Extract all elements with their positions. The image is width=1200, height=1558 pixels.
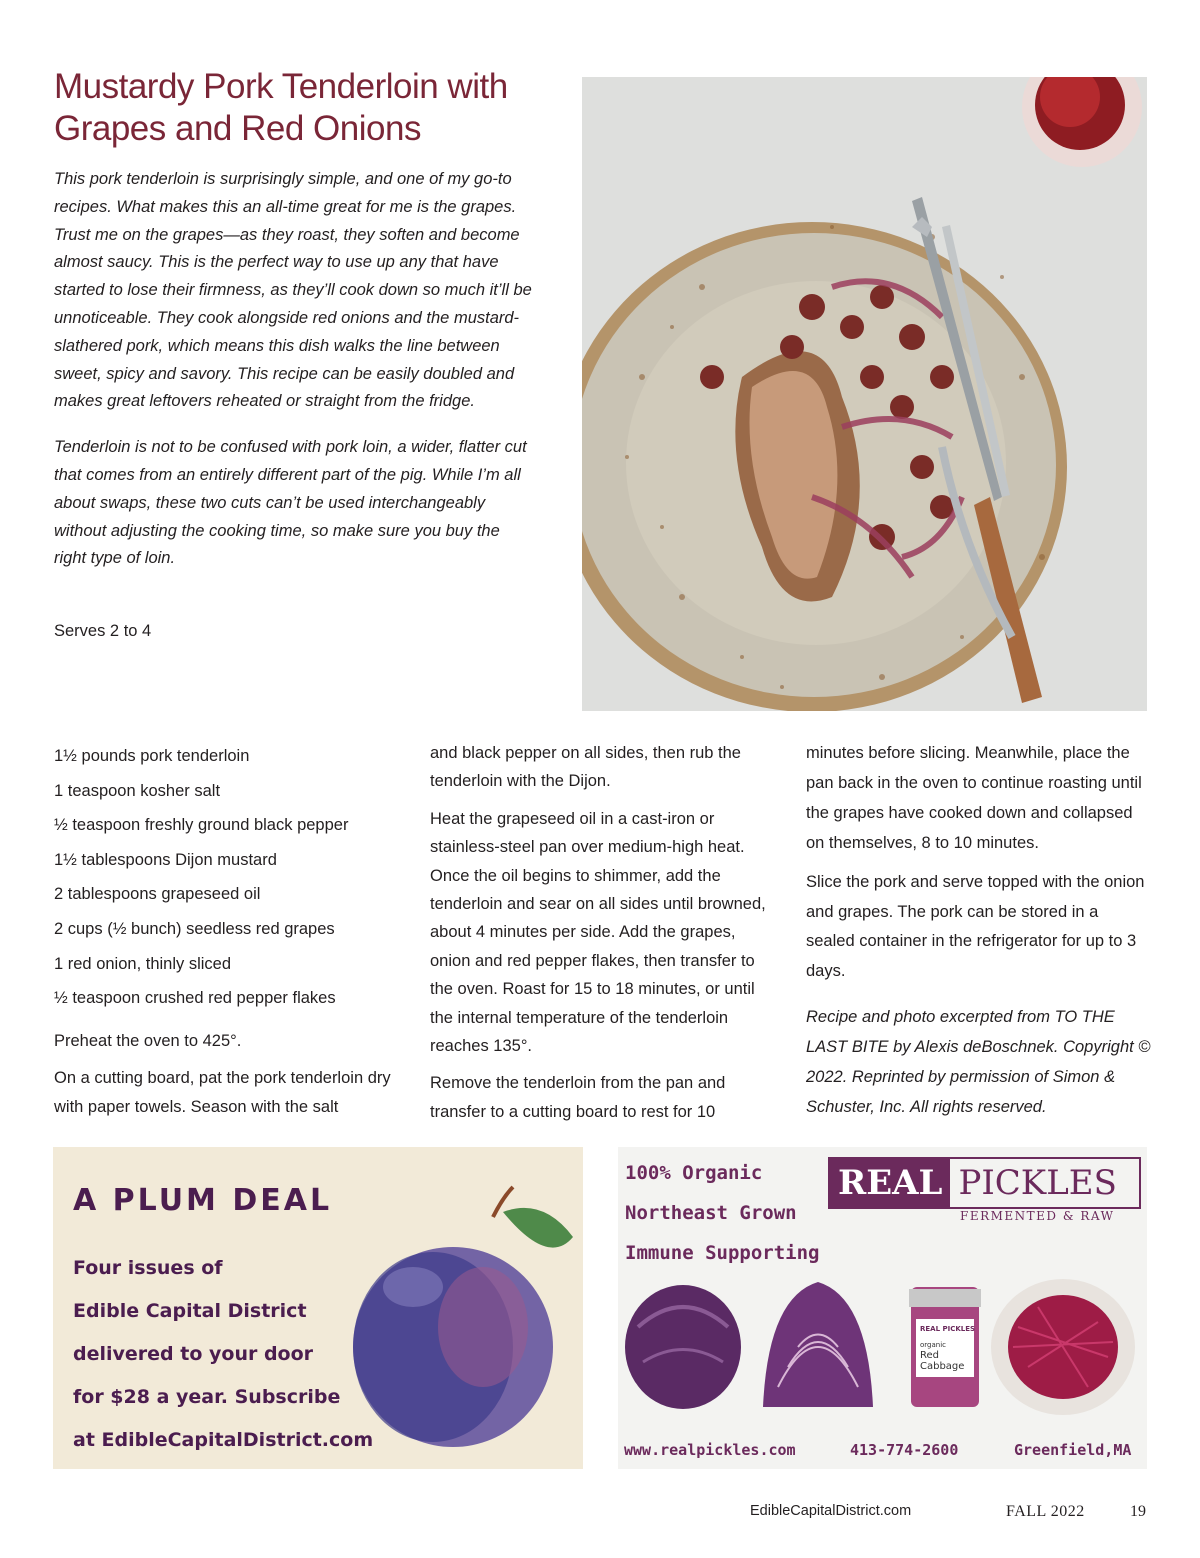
pickles-claim: 100% Organic	[625, 1162, 763, 1184]
serves-text: Serves 2 to 4	[54, 622, 152, 640]
ingredient-item: ½ teaspoon freshly ground black pepper	[54, 816, 349, 835]
plum-ad-line: for $28 a year. Subscribe	[73, 1386, 341, 1408]
step-season-part1: On a cutting board, pat the pork tenderloin dry with paper towels. Season with the salt	[54, 1069, 391, 1116]
plum-ad-line: Four issues of	[73, 1257, 223, 1279]
jar-label-cabbage: Cabbage	[920, 1361, 965, 1372]
footer-issue: FALL 2022	[1006, 1503, 1085, 1520]
recipe-title-line1: Mustardy Pork Tenderloin with	[54, 67, 508, 106]
cabbage-product-photo	[618, 1267, 1147, 1437]
jar-label-organic: organic	[920, 1341, 947, 1349]
column-3	[806, 739, 1151, 1132]
jar-label-red: Red	[920, 1350, 939, 1361]
ingredient-item: 2 cups (½ bunch) seedless red grapes	[54, 919, 335, 938]
recipe-title-line2: Grapes and Red Onions	[54, 109, 421, 148]
ingredient-item: ½ teaspoon crushed red pepper flakes	[54, 989, 336, 1008]
plum-ad-line: delivered to your door	[73, 1343, 314, 1365]
pickles-claims	[625, 1153, 819, 1273]
page-number: 19	[1130, 1503, 1146, 1520]
ingredient-item: 1 teaspoon kosher salt	[54, 781, 221, 800]
logo-real-text: REAL	[830, 1159, 950, 1207]
recipe-title	[54, 66, 554, 150]
plum-ad-link[interactable]: at EdibleCapitalDistrict.com	[73, 1429, 374, 1451]
plum-deal-ad[interactable]	[53, 1147, 583, 1469]
ingredient-item: 1½ pounds pork tenderloin	[54, 747, 250, 765]
footer-site[interactable]: EdibleCapitalDistrict.com	[750, 1503, 912, 1519]
pickles-phone: 413-774-2600	[850, 1441, 959, 1459]
ingredient-item: 2 tablespoons grapeseed oil	[54, 885, 261, 904]
pickles-location: Greenfield,MA	[1014, 1441, 1132, 1459]
intro-paragraph-2: Tenderloin is not to be confused with pork loin, a wider, flatter cut that comes from an entirely different part of the pig. While I’m all about swaps, these two cuts can’t be used interchangeably without adjusting the cooking time, so make sure you buy the right type of loin.	[54, 438, 527, 568]
plum-ad-line: Edible Capital District	[73, 1300, 307, 1322]
ingredient-item: 1 red onion, thinly sliced	[54, 954, 232, 973]
step-sear-roast: Heat the grapeseed oil in a cast-iron or stainless-steel pan over medium-high heat. Once the oil begins to shimmer, add the tenderloin and sear on all sides until browned, about 4 minutes per side. Add the grapes, onion and red pepper flakes, then transfer to the oven. Roast for 15 to 18 minutes, or until the internal temperature of the tenderloin reaches 135°.	[430, 809, 766, 1056]
recipe-photo	[582, 77, 1147, 711]
logo-subtitle: FERMENTED & RAW	[960, 1209, 1115, 1223]
plum-ad-heading: A PLUM DEAL	[73, 1183, 333, 1218]
jar-brand-text: REAL PICKLES	[920, 1325, 976, 1333]
logo-pickles-text: PICKLES	[958, 1163, 1117, 1203]
real-pickles-ad[interactable]	[618, 1147, 1147, 1469]
step-preheat: Preheat the oven to 425°.	[54, 1031, 242, 1050]
recipe-credit: Recipe and photo excerpted from TO THE LAST BITE by Alexis deBoschnek. Copyright © 2022. Reprinted by permission of Simon & Schuster, Inc. All rights reserved.	[806, 1008, 1151, 1116]
ingredient-list	[54, 739, 399, 1016]
pickles-url[interactable]: www.realpickles.com	[624, 1441, 796, 1459]
column-1	[54, 739, 399, 1131]
ingredient-item: 1½ tablespoons Dijon mustard	[54, 850, 277, 869]
plum-ad-body	[73, 1247, 403, 1462]
recipe-intro	[54, 166, 534, 591]
column-2	[430, 739, 775, 1135]
step-serve: Slice the pork and serve topped with the onion and grapes. The pork can be stored in a sealed container in the refrigerator for up to 3 days.	[806, 872, 1145, 981]
pickles-claim: Immune Supporting	[625, 1242, 820, 1264]
real-pickles-logo	[828, 1157, 1141, 1209]
step-rest-part2: minutes before slicing. Meanwhile, place the pan back in the oven to continue roasting until the grapes have cooked down and collapsed on themselves, 8 to 10 minutes.	[806, 744, 1142, 852]
intro-paragraph-1: This pork tenderloin is surprisingly simple, and one of my go-to recipes. What makes this an all-time great for me is the grapes. Trust me on the grapes—as they roast, they soften and become almost saucy. This is the perfect way to use up any that have started to lose their firmness, as they’ll cook down so much it’ll be unnoticeable. They cook alongside red onions and the mustard-slathered pork, which means this dish walks the line between sweet, spicy and savory. This recipe can be easily doubled and makes great leftovers reheated or straight from the fridge.	[54, 170, 532, 411]
pickles-claim: Northeast Grown	[625, 1202, 797, 1224]
step-season-part2: and black pepper on all sides, then rub the tenderloin with the Dijon.	[430, 744, 741, 791]
step-rest-part1: Remove the tenderloin from the pan and transfer to a cutting board to rest for 10	[430, 1074, 726, 1121]
